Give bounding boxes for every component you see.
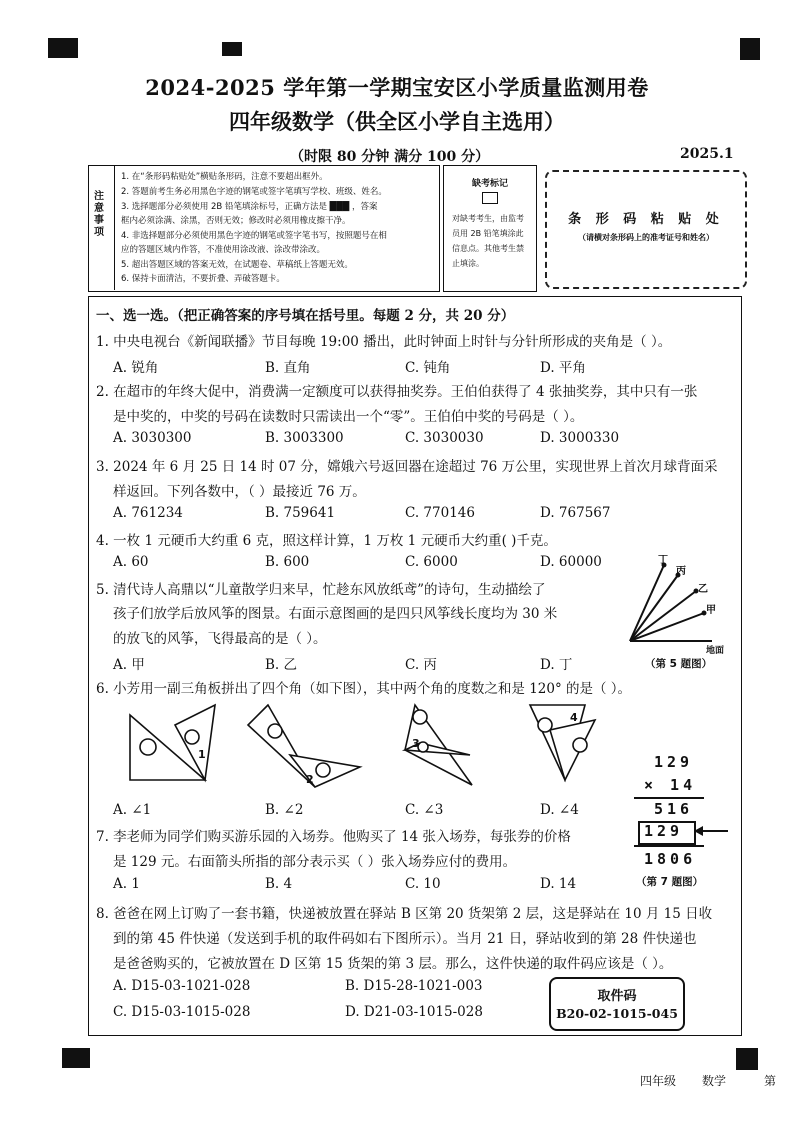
q5-figure-caption: （第 5 题图） — [645, 658, 713, 670]
q6-triangle-figures — [120, 695, 620, 800]
kite-label-ding: 丁 — [658, 555, 668, 566]
q4-option-c: C. 6000 — [405, 554, 458, 570]
note-line-2: 2. 答题前考生务必用黑色字迹的钢笔或签字笔填写学校、班级、姓名。 — [121, 187, 387, 197]
note-line-5: 4. 非选择题部分必须使用黑色字迹的钢笔或签字笔书写，按照题号在相 — [121, 231, 387, 241]
notes-heading: 注意事项 — [94, 191, 104, 238]
pickup-code-value: B20-02-1015-045 — [556, 1006, 678, 1021]
q5-stem-line2: 孩子们放学后放风筝的图景。右面示意图画的是四只风筝线长度均为 30 米 — [113, 606, 558, 622]
q4-option-d: D. 60000 — [540, 554, 602, 570]
q6-stem: 6. 小芳用一副三角板拼出了四个角（如下图），其中两个角的度数之和是 120° 的是（ ）。 — [96, 681, 632, 697]
q6-option-b: B. ∠2 — [265, 802, 304, 818]
exam-date: 2025.1 — [680, 146, 734, 162]
q7-mult-rule2 — [634, 845, 704, 847]
q5-option-a: A. 甲 — [113, 657, 145, 673]
note-line-1: 1. 在“条形码粘贴处”横贴条形码，注意不要超出框外。 — [121, 172, 328, 182]
q3-option-c: C. 770146 — [405, 505, 475, 521]
q7-stem-line2: 是 129 元。右面箭头所指的部分表示买（ ）张入场券应付的费用。 — [113, 854, 517, 870]
section-heading: 一、选一选。（把正确答案的序号填在括号里。每题 2 分，共 20 分） — [96, 308, 515, 324]
q8-stem-line3: 是爸爸购买的，它被放置在 D 区第 15 货架的第 3 层。那么，这件快递的取件码应该是（ ）。 — [113, 956, 673, 972]
q7-figure-caption: （第 7 题图） — [636, 876, 704, 888]
q8-option-b: B. D15-28-1021-003 — [345, 978, 483, 994]
note-line-7: 5. 超出答题区域的答案无效，在试题卷、草稿纸上答题无效。 — [121, 260, 353, 270]
ground-label: 地面 — [706, 646, 725, 655]
q7-option-b: B. 4 — [265, 876, 293, 892]
q6-option-a: A. ∠1 — [113, 802, 152, 818]
notes-heading-cell — [88, 165, 115, 290]
registration-mark-top-center — [222, 42, 242, 56]
q7-arrow-icon — [694, 824, 730, 838]
q8-option-c: C. D15-03-1015-028 — [113, 1004, 251, 1020]
angle-mark-1: 1 — [198, 748, 206, 761]
notes-box — [88, 165, 440, 292]
q5-option-b: B. 乙 — [265, 657, 298, 673]
q5-stem-line1: 5. 清代诗人高鼎以“儿童散学归来早，忙趁东风放纸鸢”的诗句，生动描绘了 — [96, 582, 546, 598]
q6-option-d: D. ∠4 — [540, 802, 579, 818]
kite-label-yi: 乙 — [698, 584, 708, 595]
q7-mult-row1: 129 — [654, 753, 694, 771]
q2-option-c: C. 3030030 — [405, 430, 484, 446]
q2-stem-line2: 是中奖的，中奖的号码在读数时只需读出一个“零”。王伯伯中奖的号码是（ ）。 — [113, 409, 584, 425]
q1-option-d: D. 平角 — [540, 360, 586, 376]
kite-label-jia: 甲 — [706, 605, 716, 616]
registration-mark-bottom-left — [62, 1048, 90, 1068]
q3-option-b: B. 759641 — [265, 505, 336, 521]
q7-mult-row2: × 14 — [644, 776, 697, 794]
q4-stem: 4. 一枚 1 元硬币大约重 6 克，照这样计算，1 万枚 1 元硬币大约重( )千克。 — [96, 533, 557, 549]
q2-option-d: D. 3000330 — [540, 430, 620, 446]
q7-mult-row5: 1806 — [644, 850, 697, 868]
q2-option-b: B. 3003300 — [265, 430, 344, 446]
registration-mark-top-left — [48, 38, 78, 58]
q2-option-a: A. 3030300 — [113, 430, 192, 446]
note-line-4: 框内必须涂满、涂黑，否则无效；修改时必须用橡皮擦干净。 — [121, 216, 351, 226]
angle-mark-3: 3 — [412, 737, 420, 750]
q7-mult-row4: 129 — [644, 822, 684, 840]
barcode-sublabel: （请横对条形码上的准考证号和姓名） — [578, 233, 714, 242]
note-line-3: 3. 选择题部分必须使用 2B 铅笔填涂标号，正确方法是 ███ ，答案 — [121, 202, 378, 212]
q7-option-d: D. 14 — [540, 876, 577, 892]
q7-option-a: A. 1 — [113, 876, 140, 892]
absent-mark-box — [443, 165, 537, 292]
angle-mark-4: 4 — [570, 711, 578, 724]
q5-option-c: C. 丙 — [405, 657, 437, 673]
q7-option-c: C. 10 — [405, 876, 441, 892]
registration-mark-bottom-right — [736, 1048, 758, 1070]
q5-kite-figure — [620, 555, 740, 655]
time-limit: （时限 80 分钟 满分 100 分） — [290, 149, 490, 165]
q7-stem-line1: 7. 李老师为同学们购买游乐园的入场券。他购买了 14 张入场券，每张券的价格 — [96, 829, 571, 845]
q1-stem: 1. 中央电视台《新闻联播》节目每晚 19:00 播出，此时钟面上时针与分针所形成的夹角是（ ）。 — [96, 334, 672, 350]
barcode-area — [545, 170, 747, 289]
q3-stem-line1: 3. 2024 年 6 月 25 日 14 时 07 分，嫦娥六号返回器在途超过 76 万公里，实现世界上首次月球背面采 — [96, 459, 718, 475]
q8-option-d: D. D21-03-1015-028 — [345, 1004, 483, 1020]
q6-option-c: C. ∠3 — [405, 802, 444, 818]
barcode-label: 条 形 码 粘 贴 处 — [568, 212, 724, 227]
q3-option-d: D. 767567 — [540, 505, 611, 521]
q5-stem-line3: 的放飞的风筝，飞得最高的是（ ）。 — [113, 631, 327, 647]
q7-mult-row3: 516 — [654, 800, 694, 818]
pickup-code-box — [549, 977, 685, 1031]
q4-option-a: A. 60 — [113, 554, 149, 570]
kite-line-yi — [630, 591, 696, 641]
q3-option-a: A. 761234 — [113, 505, 183, 521]
fig4-triangle-b — [550, 720, 595, 780]
absent-mark-title: 缺考标记 — [471, 179, 508, 189]
exam-subtitle: 四年级数学（供全区小学自主选用） — [229, 109, 565, 134]
pickup-code-title: 取件码 — [597, 989, 637, 1004]
q7-mult-rule1 — [634, 797, 704, 799]
note-line-8: 6. 保持卡面清洁，不要折叠、弄破答题卡。 — [121, 274, 285, 284]
q4-option-b: B. 600 — [265, 554, 310, 570]
footer-page: 第 — [764, 1074, 777, 1088]
note-line-6: 应的答题区域内作答，不准使用涂改液、涂改带涂改。 — [121, 245, 326, 255]
q1-option-c: C. 钝角 — [405, 360, 451, 376]
q8-stem-line2: 到的第 45 件快递（发送到手机的取件码如右下图所示）。当月 21 日，驿站收到的第 28 件快递也 — [113, 931, 697, 947]
q1-option-a: A. 锐角 — [113, 360, 159, 376]
absent-mark-note: 对缺考考生，由监考员用 2B 铅笔填涂此信息点。其他考生禁止填涂。 — [452, 214, 524, 268]
exam-title: 2024-2025 学年第一学期宝安区小学质量监测用卷 — [145, 75, 649, 100]
q8-option-a: A. D15-03-1021-028 — [113, 978, 251, 994]
q2-stem-line1: 2. 在超市的年终大促中，消费满一定额度可以获得抽奖券。王伯伯获得了 4 张抽奖券，其中只有一张 — [96, 384, 698, 400]
q8-stem-line1: 8. 爸爸在网上订购了一套书籍，快递被放置在驿站 B 区第 20 货架第 2 层，这是驿站在 10 月 15 日收 — [96, 906, 713, 922]
angle-mark-2: 2 — [306, 773, 314, 786]
footer-subject: 数学 — [702, 1074, 727, 1088]
registration-mark-top-right — [740, 38, 760, 60]
q1-option-b: B. 直角 — [265, 360, 311, 376]
kite-label-bing: 丙 — [676, 566, 686, 577]
absent-mark-checkbox[interactable] — [482, 192, 498, 204]
q5-option-d: D. 丁 — [540, 657, 573, 673]
footer-grade: 四年级 — [640, 1074, 677, 1088]
q3-stem-line2: 样返回。下列各数中，（ ）最接近 76 万。 — [113, 484, 366, 500]
